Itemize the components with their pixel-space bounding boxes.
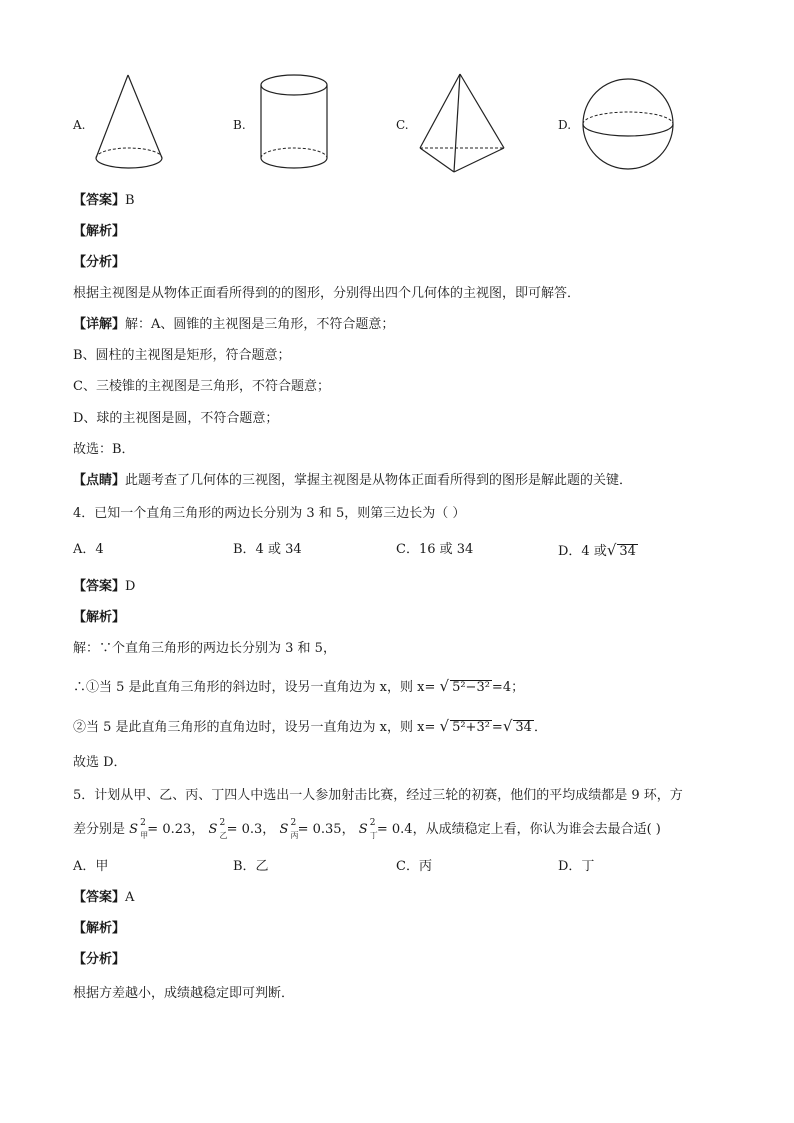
q3-detail-c: C、三棱锥的主视图是三角形，不符合题意； [73,379,330,394]
q4-answer-line [73,578,135,596]
sqrt-symbol: √ [502,717,513,735]
q5-stem-line1: 5．计划从甲、乙、丙、丁四人中选出一人参加射击比赛，经过三轮的初赛，他们的平均成绩都是 9 环，方 [73,788,683,803]
variance-exponent: 2 [369,818,376,828]
variance-bing [279,818,342,840]
variance-exponent: 2 [290,818,297,828]
variance-value: = 0.23 [147,822,192,837]
q4-case1-radicand: 5²−3² [452,680,490,695]
q4-option-d-radicand: 34 [619,544,636,559]
q4-case1 [73,677,524,697]
q5-fenxi-tag: 【分析】 [73,952,126,967]
q3-fenxi-tag: 【分析】 [73,255,126,270]
q3-answer: B [125,193,135,208]
q4-option-a: A．4 [73,542,104,557]
q4-option-c: C．16 或 34 [396,542,474,557]
variance-jia [129,818,192,840]
q4-case2 [73,717,547,737]
variance-symbol: S [279,822,289,837]
variance-exponent: 2 [140,818,146,828]
answer-tag: 【答案】 [73,890,126,905]
cone-figure [92,72,166,172]
variance-sub: 甲 [140,831,149,840]
variance-value: = 0.3 [226,822,263,837]
q5-answer-line [73,889,134,907]
cylinder-figure [258,72,332,172]
sqrt-symbol: √ [439,717,450,735]
q5-stem-line2 [73,818,661,840]
q4-case2-end: ． [533,720,547,735]
sqrt-symbol: √ [606,541,617,559]
q3-fenxi-text: 根据主视图是从物体正面看所得到的的图形，分别得出四个几何体的主视图，即可解答． [73,286,581,301]
separator: ， [262,822,276,837]
q3-detail-d: D、球的主视图是圆，不符合题意； [73,411,279,426]
q3-answer-line [73,192,135,210]
answer-tag: 【答案】 [73,579,126,594]
variance-symbol: S [208,822,218,837]
variance-sub: 丁 [369,831,378,840]
q4-analysis-tag: 【解析】 [73,610,126,625]
variance-ding [358,818,413,840]
q4-option-d [558,541,638,561]
q3-conclusion: 故选：B． [73,442,135,457]
q3-detail-b: B、圆柱的主视图是矩形，符合题意； [73,348,291,363]
option-b-label: B. [233,118,246,132]
variance-sub: 乙 [219,831,228,840]
option-a-label: A. [73,118,86,132]
q3-detail-a: 解：A、圆锥的主视图是三角形，不符合题意； [125,317,395,332]
q5-option-c: C．丙 [396,859,432,874]
q5-analysis-tag: 【解析】 [73,921,126,936]
q4-answer: D [125,579,136,594]
q4-case1-text: ∴①当 5 是此直角三角形的斜边时，设另一直角边为 x，则 x= [73,680,436,695]
variance-value: = 0.4 [376,822,413,837]
answer-tag: 【答案】 [73,193,126,208]
q4-case2-result: 34 [515,720,532,735]
variance-sub: 丙 [290,831,299,840]
sqrt-symbol: √ [439,677,450,695]
q5-answer: A [125,890,135,905]
variance-exponent: 2 [219,818,226,828]
variance-value: = 0.35 [297,822,342,837]
separator: ， [191,822,205,837]
q5-fenxi-text: 根据方差越小，成绩越稳定即可判断． [73,986,295,1001]
q4-conclusion: 故选 D． [73,755,127,770]
q4-option-d-prefix: D．4 或 [558,544,607,559]
variance-symbol: S [129,822,139,837]
comment-tag: 【点睛】 [73,473,126,488]
separator: ， [341,822,355,837]
q4-case2-radicand: 5²+3² [452,720,490,735]
q3-analysis-tag: 【解析】 [73,224,126,239]
q5-stem-suffix: ，从成绩稳定上看，你认为谁会去最合适( ) [412,822,661,837]
triangular-pyramid-figure [416,70,508,176]
q4-stem: 4．已知一个直角三角形的两边长分别为 3 和 5，则第三边长为（ ） [73,506,466,521]
q5-stem-prefix: 差分别是 [73,822,126,837]
q3-comment: 此题考查了几何体的三视图，掌握主视图是从物体正面看所得到的图形是解此题的关键． [125,473,633,488]
option-d-label: D. [558,118,572,132]
q4-case1-end: ； [511,680,525,695]
q4-option-b: B．4 或 34 [233,542,302,557]
sphere-figure [580,76,676,172]
q4-case2-eq: = [491,720,503,735]
q5-option-b: B．乙 [233,859,269,874]
option-c-label: C. [396,118,409,132]
q4-sol1: 解：∵个直角三角形的两边长分别为 3 和 5， [73,641,336,656]
q5-option-d: D．丁 [558,859,595,874]
q4-case2-text: ②当 5 是此直角三角形的直角边时，设另一直角边为 x，则 x= [73,720,436,735]
detail-tag: 【详解】 [73,317,126,332]
q3-comment-line [73,472,632,490]
q4-case1-result: =4 [491,680,512,695]
q5-option-a: A．甲 [73,859,109,874]
variance-symbol: S [358,822,368,837]
variance-yi [208,818,263,840]
q3-detail-line [73,316,394,334]
